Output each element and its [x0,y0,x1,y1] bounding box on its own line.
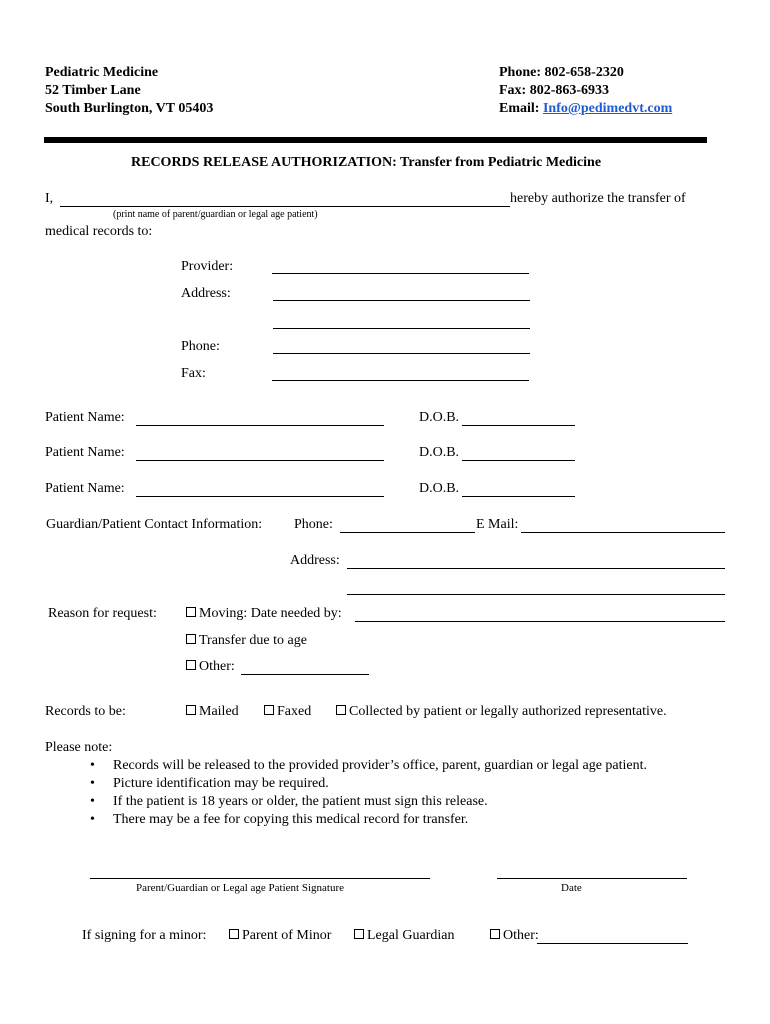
reason-age-text: Transfer due to age [199,633,307,648]
note-item: There may be a fee for copying this medical record for transfer. [113,812,469,827]
checkbox-faxed[interactable] [264,705,274,715]
contact-address-field[interactable] [347,568,725,569]
provider-address-field[interactable] [273,300,530,301]
email-link[interactable]: Info@pedimedvt.com [542,101,673,116]
contact-address-label: Address: [290,553,340,568]
minor-other-option[interactable] [490,928,539,944]
practice-phone: Phone: 802-658-2320 [499,65,624,80]
records-mailed-text: Mailed [199,704,239,719]
checkbox-parent-of-minor[interactable] [229,929,239,939]
minor-guardian-text: Legal Guardian [367,928,455,943]
bullet-icon: • [90,794,95,809]
records-collected-text: Collected by patient or legally authorized representative. [349,704,667,719]
records-faxed-text: Faxed [277,704,312,719]
patient-name-field-2[interactable] [136,460,384,461]
records-collected-option[interactable] [336,704,667,720]
contact-email-label: E Mail: [476,517,519,532]
authorizer-name-field[interactable] [60,206,510,207]
authorizer-name-hint: (print name of parent/guardian or legal age patient) [113,209,318,220]
minor-parent-option[interactable] [229,928,331,944]
dob-field-2[interactable] [462,460,575,461]
minor-other-text: Other: [503,928,539,943]
checkbox-legal-guardian[interactable] [354,929,364,939]
dob-field-3[interactable] [462,496,575,497]
dob-field-1[interactable] [462,425,575,426]
contact-info-label: Guardian/Patient Contact Information: [46,517,263,532]
provider-phone-label: Phone: [181,339,220,354]
provider-address-label: Address: [181,286,231,301]
reason-other-text: Other: [199,659,235,674]
signature-field[interactable] [90,878,430,879]
note-item: Picture identification may be required. [113,776,329,791]
patient-name-label-2: Patient Name: [45,445,125,460]
practice-address-line1: 52 Timber Lane [45,83,141,98]
email-label: Email: [499,101,540,116]
bullet-icon: • [90,812,95,827]
date-field[interactable] [497,878,687,879]
patient-name-field-1[interactable] [136,425,384,426]
contact-phone-label: Phone: [294,517,333,532]
reason-other-field[interactable] [241,674,369,675]
dob-label-1: D.O.B. [419,410,460,425]
provider-field[interactable] [272,273,529,274]
checkbox-other-reason[interactable] [186,660,196,670]
checkbox-transfer-age[interactable] [186,634,196,644]
reason-moving-option[interactable] [186,606,342,622]
minor-guardian-option[interactable] [354,928,454,944]
bullet-icon: • [90,776,95,791]
contact-phone-field[interactable] [340,532,475,533]
provider-fax-label: Fax: [181,366,206,381]
note-item: If the patient is 18 years or older, the patient must sign this release. [113,794,488,809]
minor-label: If signing for a minor: [82,928,207,943]
reason-moving-text: Moving: Date needed by: [199,606,342,621]
authorize-prefix: I, [45,191,54,206]
minor-parent-text: Parent of Minor [242,928,332,943]
provider-fax-field[interactable] [272,380,529,381]
dob-label-2: D.O.B. [419,445,460,460]
checkbox-collected[interactable] [336,705,346,715]
checkbox-moving[interactable] [186,607,196,617]
patient-name-label-1: Patient Name: [45,410,125,425]
authorize-suffix: hereby authorize the transfer of [510,191,686,206]
records-mailed-option[interactable] [186,704,239,720]
practice-address-line2: South Burlington, VT 05403 [45,101,214,116]
authorize-continuation: medical records to: [45,224,153,239]
note-item: Records will be released to the provided provider’s office, parent, guardian or legal age patient. [113,758,648,773]
header-divider [44,137,707,143]
date-label: Date [561,882,582,894]
records-faxed-option[interactable] [264,704,311,720]
practice-name: Pediatric Medicine [45,65,159,80]
dob-label-3: D.O.B. [419,481,460,496]
reason-other-option[interactable] [186,659,235,675]
minor-other-field[interactable] [537,943,688,944]
practice-fax: Fax: 802-863-6933 [499,83,610,98]
patient-name-label-3: Patient Name: [45,481,125,496]
contact-address-field-2[interactable] [347,594,725,595]
reason-label: Reason for request: [48,606,157,621]
signature-label: Parent/Guardian or Legal age Patient Signature [136,882,345,894]
records-label: Records to be: [45,704,126,719]
note-heading: Please note: [45,740,113,755]
checkbox-mailed[interactable] [186,705,196,715]
provider-phone-field[interactable] [273,353,530,354]
contact-email-field[interactable] [521,532,725,533]
practice-email-row [499,101,672,117]
provider-address-field-2[interactable] [273,328,530,329]
form-title: RECORDS RELEASE AUTHORIZATION: Transfer from Pediatric Medicine [131,155,602,170]
patient-name-field-3[interactable] [136,496,384,497]
provider-label: Provider: [181,259,234,274]
moving-date-field[interactable] [355,621,725,622]
reason-age-option[interactable] [186,633,307,649]
checkbox-other-minor[interactable] [490,929,500,939]
bullet-icon: • [90,758,95,773]
